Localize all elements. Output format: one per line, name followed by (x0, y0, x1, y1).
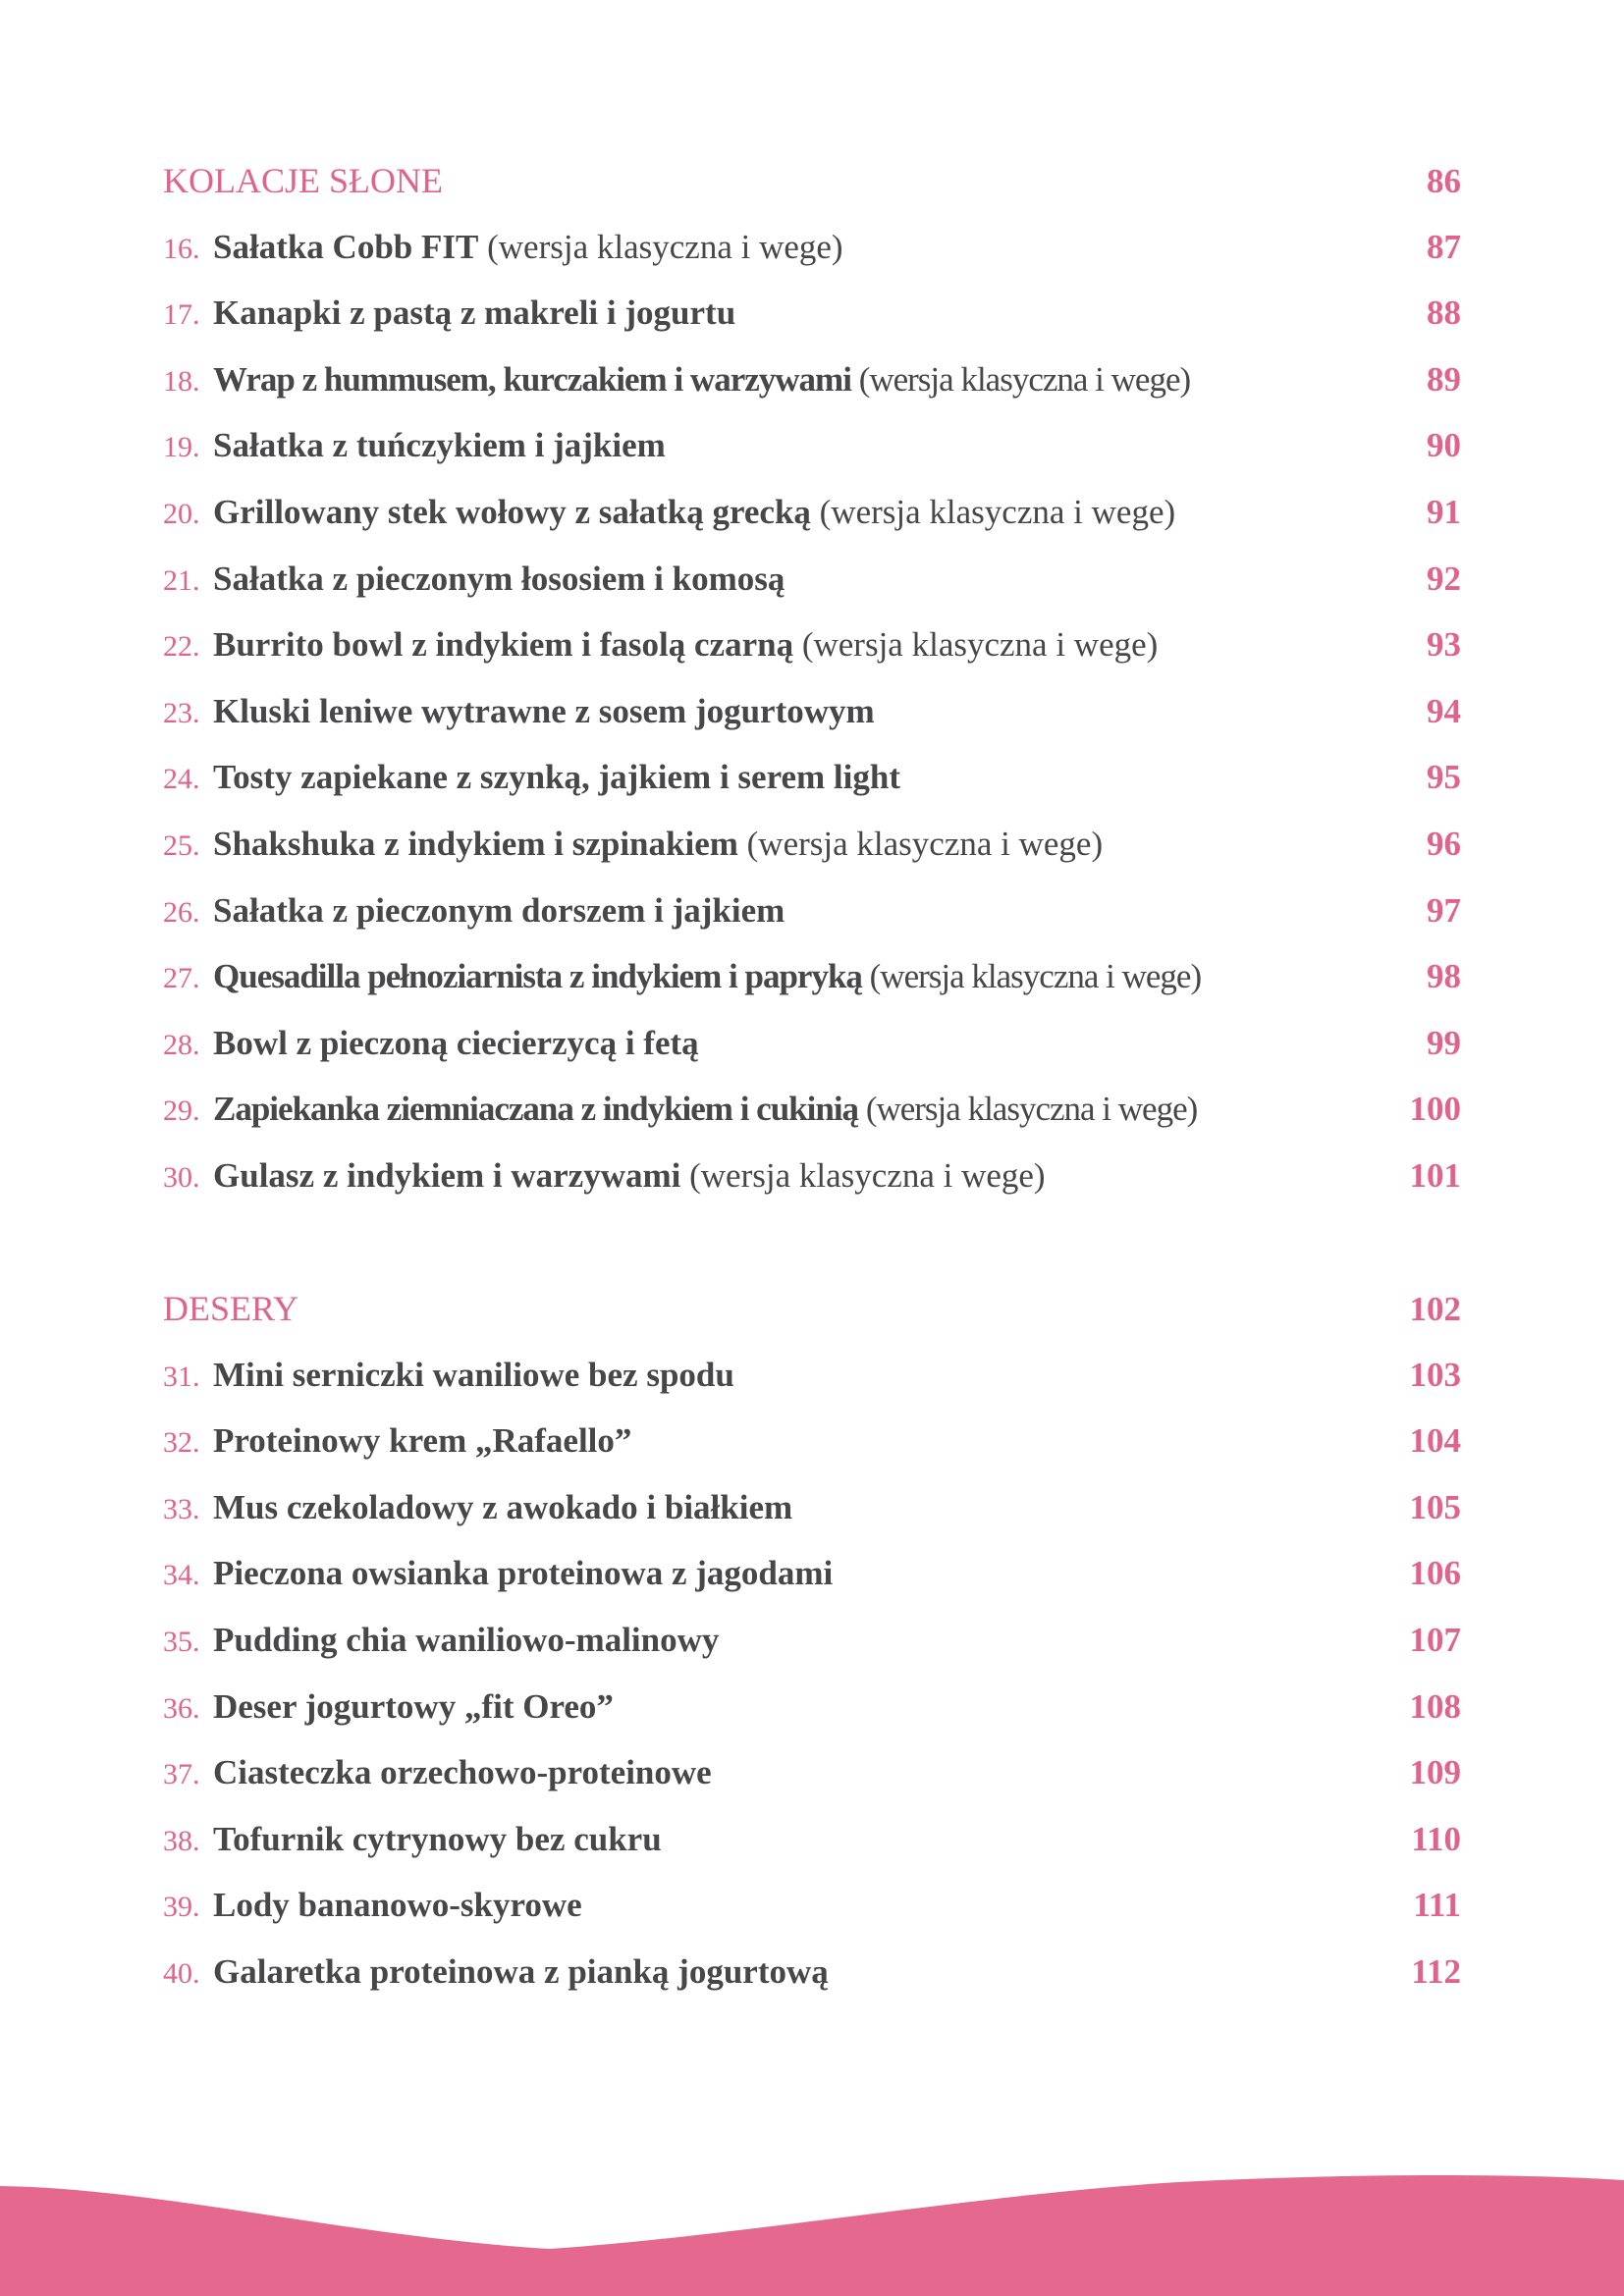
entry-title: Sałatka z tuńczykiem i jajkiem (213, 426, 666, 465)
toc-entry[interactable] (163, 1484, 1461, 1551)
entry-number: 39. (163, 1891, 200, 1924)
entry-page: 96 (1427, 824, 1461, 863)
entry-title: Tofurnik cytrynowy bez cukru (213, 1819, 662, 1858)
entry-title: Ciasteczka orzechowo-proteinowe (213, 1753, 712, 1792)
entry-number: 28. (163, 1028, 200, 1061)
toc-entry[interactable] (163, 1882, 1461, 1949)
toc-entry[interactable] (163, 1550, 1461, 1617)
entry-number: 16. (163, 232, 200, 265)
entry-number: 22. (163, 630, 200, 664)
entry-number: 32. (163, 1426, 200, 1460)
toc-entry[interactable] (163, 821, 1461, 887)
toc-entry[interactable] (163, 1020, 1461, 1087)
section-title: DESERY (163, 1289, 299, 1329)
entry-number: 27. (163, 962, 200, 995)
entry-title: Sałatka z pieczonym łososiem i komosą (213, 559, 785, 598)
section-header-desery (163, 1285, 1461, 1352)
toc-entry[interactable] (163, 1749, 1461, 1816)
entry-page: 105 (1409, 1487, 1461, 1526)
entry-title: Zapiekanka ziemniaczana z indykiem i cukinią (wersja klasyczna i wege) (213, 1090, 1198, 1129)
entry-title: Galaretka proteinowa z pianką jogurtową (213, 1952, 829, 1992)
entry-number: 21. (163, 563, 200, 597)
entry-number: 37. (163, 1758, 200, 1791)
entry-page: 112 (1411, 1952, 1461, 1992)
entry-number: 33. (163, 1492, 200, 1525)
table-of-contents (163, 157, 1461, 2015)
entry-page: 92 (1427, 559, 1461, 598)
entry-number: 29. (163, 1095, 200, 1128)
entry-page: 106 (1409, 1554, 1461, 1593)
toc-entry[interactable] (163, 887, 1461, 954)
toc-entry[interactable] (163, 356, 1461, 423)
toc-entry[interactable] (163, 621, 1461, 688)
section-title: KOLACJE SŁONE (163, 161, 443, 200)
entry-page: 108 (1409, 1686, 1461, 1726)
toc-entry[interactable] (163, 754, 1461, 821)
wave-shape (0, 2175, 1624, 2296)
entry-number: 34. (163, 1559, 200, 1592)
entry-title: Quesadilla pełnoziarnista z indykiem i papryką (wersja klasyczna i wege) (213, 957, 1202, 996)
section-spacer (163, 1219, 1461, 1286)
toc-entry[interactable] (163, 422, 1461, 489)
section-page: 102 (1409, 1290, 1461, 1329)
entry-title: Proteinowy krem „Rafaello” (213, 1421, 632, 1461)
entry-page: 95 (1427, 758, 1461, 797)
entry-page: 98 (1427, 957, 1461, 996)
toc-entry[interactable] (163, 688, 1461, 755)
entry-title: Deser jogurtowy „fit Oreo” (213, 1686, 614, 1726)
entry-page: 94 (1427, 691, 1461, 730)
toc-entry[interactable] (163, 556, 1461, 622)
entry-page: 100 (1409, 1090, 1461, 1129)
toc-entry[interactable] (163, 1683, 1461, 1750)
entry-number: 35. (163, 1626, 200, 1659)
entry-page: 104 (1409, 1421, 1461, 1461)
toc-entry[interactable] (163, 1086, 1461, 1152)
entry-title: Shakshuka z indykiem i szpinakiem (wersja klasyczna i wege) (213, 824, 1104, 863)
entry-page: 111 (1413, 1886, 1461, 1925)
entry-title: Grillowany stek wołowy z sałatką grecką (wersja klasyczna i wege) (213, 492, 1176, 531)
entry-title: Pieczona owsianka proteinowa z jagodami (213, 1554, 834, 1593)
entry-title: Lody bananowo-skyrowe (213, 1886, 582, 1925)
entry-title: Mini serniczki waniliowe bez spodu (213, 1355, 734, 1394)
entry-title: Burrito bowl z indykiem i fasolą czarną (wersja klasyczna i wege) (213, 625, 1159, 665)
entry-page: 88 (1427, 294, 1461, 333)
entry-page: 103 (1409, 1355, 1461, 1394)
toc-entry[interactable] (163, 953, 1461, 1020)
section-header-kolacje (163, 157, 1461, 224)
entry-number: 19. (163, 431, 200, 464)
toc-entry[interactable] (163, 290, 1461, 356)
entry-number: 25. (163, 828, 200, 862)
entry-number: 24. (163, 763, 200, 796)
toc-entry[interactable] (163, 1617, 1461, 1683)
entry-page: 91 (1427, 492, 1461, 531)
entry-title: Kanapki z pastą z makreli i jogurtu (213, 294, 736, 333)
bottom-wave-decoration (0, 2139, 1624, 2296)
entry-page: 109 (1409, 1753, 1461, 1792)
toc-entry[interactable] (163, 1352, 1461, 1418)
entry-page: 87 (1427, 227, 1461, 266)
entry-page: 101 (1409, 1155, 1461, 1195)
toc-entry[interactable] (163, 224, 1461, 291)
entry-page: 90 (1427, 426, 1461, 465)
entry-title: Wrap z hummusem, kurczakiem i warzywami (wersja klasyczna i wege) (213, 359, 1191, 399)
entry-page: 99 (1427, 1023, 1461, 1062)
toc-entry[interactable] (163, 1816, 1461, 1883)
entry-title: Pudding chia waniliowo-malinowy (213, 1621, 720, 1660)
entry-number: 26. (163, 895, 200, 929)
entry-number: 31. (163, 1360, 200, 1393)
toc-entry[interactable] (163, 489, 1461, 556)
entry-number: 18. (163, 364, 200, 398)
entry-title: Sałatka Cobb FIT (wersja klasyczna i wege) (213, 227, 843, 266)
toc-entry[interactable] (163, 1949, 1461, 2015)
entry-number: 36. (163, 1691, 200, 1725)
toc-entry[interactable] (163, 1417, 1461, 1484)
entry-page: 110 (1411, 1819, 1461, 1858)
toc-entry[interactable] (163, 1152, 1461, 1219)
entry-title: Gulasz z indykiem i warzywami (wersja klasyczna i wege) (213, 1155, 1046, 1195)
entry-page: 107 (1409, 1621, 1461, 1660)
entry-number: 23. (163, 696, 200, 729)
entry-title: Bowl z pieczoną ciecierzycą i fetą (213, 1023, 699, 1062)
entry-number: 30. (163, 1160, 200, 1194)
entry-title: Tosty zapiekane z szynką, jajkiem i serem light (213, 758, 900, 797)
entry-title: Kluski leniwe wytrawne z sosem jogurtowym (213, 691, 875, 730)
entry-page: 93 (1427, 625, 1461, 665)
entry-number: 38. (163, 1824, 200, 1857)
entry-number: 40. (163, 1957, 200, 1991)
entry-number: 20. (163, 497, 200, 530)
entry-title: Sałatka z pieczonym dorszem i jajkiem (213, 890, 785, 930)
section-page: 86 (1427, 162, 1461, 200)
entry-page: 89 (1427, 359, 1461, 399)
entry-number: 17. (163, 298, 200, 332)
entry-title: Mus czekoladowy z awokado i białkiem (213, 1487, 793, 1526)
entry-page: 97 (1427, 890, 1461, 930)
